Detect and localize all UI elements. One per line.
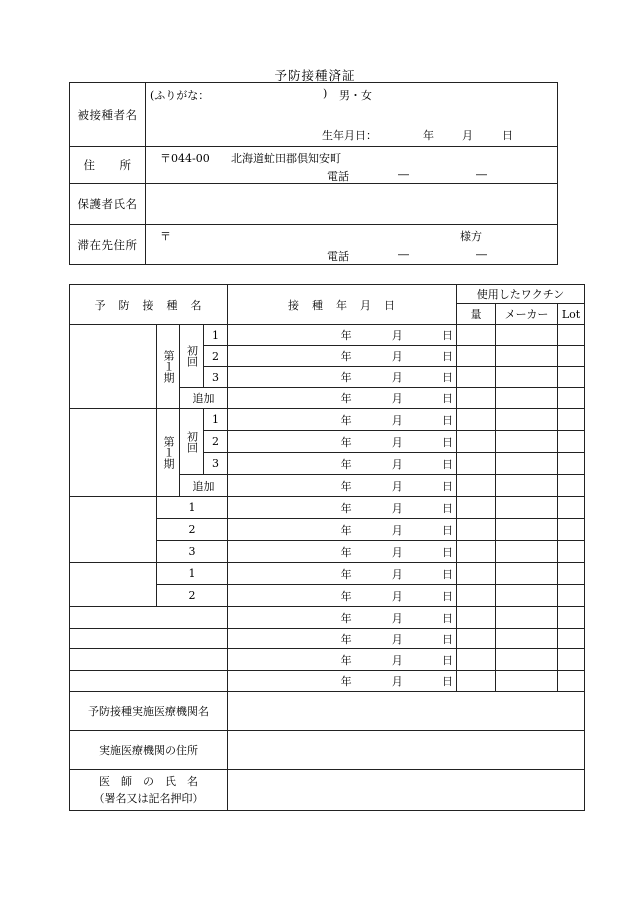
vaccine-name-cell[interactable] [70, 497, 157, 563]
vaccine-name-cell[interactable] [70, 607, 228, 629]
lot-cell[interactable] [558, 497, 585, 519]
date-cell[interactable] [228, 431, 457, 453]
month-unit: 月 [391, 501, 403, 515]
amount-cell[interactable] [457, 585, 496, 607]
amount-cell[interactable] [457, 649, 496, 671]
date-cell[interactable] [228, 585, 457, 607]
doctor-label: 医 師 の 氏 名 [99, 775, 198, 788]
day-unit: 日 [442, 567, 453, 581]
lot-cell[interactable] [558, 453, 585, 475]
date-cell[interactable] [228, 346, 457, 367]
month-unit: 月 [391, 653, 403, 667]
booster-label: 追加 [180, 475, 228, 497]
address-label: 住 所 [70, 147, 146, 184]
year-unit: 年 [340, 545, 352, 559]
maker-cell[interactable] [496, 475, 558, 497]
birth-year-unit: 年 [423, 129, 434, 142]
year-unit: 年 [340, 523, 352, 537]
year-unit: 年 [340, 501, 352, 515]
day-unit: 日 [442, 435, 453, 449]
postal-code: 〒044-00 [160, 152, 210, 165]
day-unit: 日 [442, 371, 453, 384]
maker-cell[interactable] [496, 497, 558, 519]
month-unit: 月 [391, 350, 403, 363]
day-unit: 日 [442, 329, 453, 342]
maker-cell[interactable] [496, 346, 558, 367]
table-row [70, 607, 585, 629]
header-row [70, 285, 585, 304]
dose-number: 2 [157, 585, 228, 607]
guardian-label: 保護者氏名 [70, 184, 146, 225]
recipient-label: 被接種者名 [70, 83, 146, 147]
maker-cell[interactable] [496, 541, 558, 563]
amount-cell[interactable] [457, 409, 496, 431]
stay-phone-dash-1: ― [398, 248, 409, 261]
month-unit: 月 [391, 675, 403, 688]
year-unit: 年 [340, 675, 352, 688]
date-units [228, 500, 456, 516]
table-row [70, 629, 585, 649]
maker-cell[interactable] [496, 453, 558, 475]
maker-cell[interactable] [496, 629, 558, 649]
day-unit: 日 [442, 675, 453, 688]
lot-cell[interactable] [558, 409, 585, 431]
month-unit: 月 [391, 545, 403, 559]
month-unit: 月 [391, 611, 403, 625]
date-units [228, 544, 456, 560]
day-unit: 日 [442, 523, 453, 537]
vaccine-name-cell[interactable] [70, 325, 157, 409]
vaccination-table [69, 284, 585, 811]
date-cell[interactable] [228, 649, 457, 671]
date-cell[interactable] [228, 607, 457, 629]
month-unit: 月 [391, 435, 403, 449]
facility-row [70, 692, 585, 731]
month-unit: 月 [391, 413, 403, 427]
lot-cell[interactable] [558, 649, 585, 671]
amount-cell[interactable] [457, 497, 496, 519]
guardian-cell[interactable] [146, 184, 558, 225]
month-unit: 月 [391, 632, 403, 646]
date-units [228, 478, 456, 494]
maker-cell[interactable] [496, 563, 558, 585]
furigana-open: (ふりがな： [150, 89, 210, 102]
amount-cell[interactable] [457, 541, 496, 563]
furigana-close: ) [323, 87, 328, 100]
amount-cell[interactable] [457, 388, 496, 409]
page-title: 予防接種済証 [274, 68, 356, 83]
table-row [70, 649, 585, 671]
month-unit: 月 [391, 457, 403, 471]
dose-number: 3 [204, 453, 228, 475]
vaccine-name-cell[interactable] [70, 649, 228, 671]
lot-cell[interactable] [558, 325, 585, 346]
vaccine-name-cell[interactable] [70, 409, 157, 497]
sex-choice[interactable]: 男・女 [339, 89, 372, 102]
day-unit: 日 [442, 589, 453, 603]
maker-cell[interactable] [496, 431, 558, 453]
date-units [228, 348, 456, 364]
doctor-label-cell [70, 770, 228, 811]
date-cell[interactable] [228, 409, 457, 431]
maker-cell[interactable] [496, 585, 558, 607]
year-unit: 年 [340, 479, 352, 493]
year-unit: 年 [340, 392, 352, 405]
dose-number: 2 [204, 431, 228, 453]
lot-cell[interactable] [558, 563, 585, 585]
date-units [228, 522, 456, 538]
doctor-row [70, 770, 585, 811]
date-cell[interactable] [228, 475, 457, 497]
day-unit: 日 [442, 632, 453, 646]
year-unit: 年 [340, 350, 352, 363]
stay-address-cell[interactable] [146, 225, 558, 265]
amount-cell[interactable] [457, 453, 496, 475]
address-cell[interactable] [146, 147, 558, 184]
initial-label: 初回 [180, 325, 204, 388]
stay-phone-label: 電話 [327, 250, 349, 263]
birth-month-unit: 月 [462, 129, 473, 142]
lot-cell[interactable] [558, 346, 585, 367]
dose-number: 2 [204, 346, 228, 367]
date-units [228, 390, 456, 406]
month-unit: 月 [391, 523, 403, 537]
year-unit: 年 [340, 632, 352, 646]
vaccine-name-cell[interactable] [70, 671, 228, 692]
date-cell[interactable] [228, 671, 457, 692]
table-row [70, 409, 585, 431]
year-unit: 年 [340, 567, 352, 581]
date-units [228, 327, 456, 343]
facility-label: 予防接種実施医療機関名 [70, 692, 228, 731]
date-units [228, 652, 456, 668]
facility-cell[interactable] [228, 692, 585, 731]
maker-cell[interactable] [496, 367, 558, 388]
date-units [228, 566, 456, 582]
year-unit: 年 [340, 611, 352, 625]
amount-cell[interactable] [457, 346, 496, 367]
col-date: 接 種 年 月 日 [228, 285, 457, 325]
birthdate-label: 生年月日： [322, 129, 377, 142]
lot-cell[interactable] [558, 629, 585, 649]
col-vaccine-name: 予 防 接 種 名 [70, 285, 228, 325]
day-unit: 日 [442, 392, 453, 405]
date-cell[interactable] [228, 453, 457, 475]
lot-cell[interactable] [558, 367, 585, 388]
vaccine-name-cell[interactable] [70, 563, 157, 607]
recipient-cell[interactable] [146, 83, 558, 147]
initial-label: 初回 [180, 409, 204, 475]
date-cell[interactable] [228, 541, 457, 563]
day-unit: 日 [442, 479, 453, 493]
maker-cell[interactable] [496, 607, 558, 629]
dose-number: 1 [157, 497, 228, 519]
table-row [70, 563, 585, 585]
year-unit: 年 [340, 457, 352, 471]
lot-cell[interactable] [558, 431, 585, 453]
date-cell[interactable] [228, 563, 457, 585]
phase-label: 第１期 [157, 409, 180, 497]
lot-cell[interactable] [558, 671, 585, 692]
facility-address-cell[interactable] [228, 731, 585, 770]
day-unit: 日 [442, 350, 453, 363]
day-unit: 日 [442, 653, 453, 667]
dose-number: 3 [204, 367, 228, 388]
dose-number: 1 [204, 409, 228, 431]
phase-label: 第１期 [157, 325, 180, 409]
vaccine-name-cell[interactable] [70, 629, 228, 649]
col-maker: メーカー [496, 304, 558, 325]
month-unit: 月 [391, 479, 403, 493]
date-cell[interactable] [228, 519, 457, 541]
month-unit: 月 [391, 589, 403, 603]
date-units [228, 369, 456, 385]
date-units [228, 610, 456, 626]
dose-number: 1 [204, 325, 228, 346]
lot-cell[interactable] [558, 541, 585, 563]
amount-cell[interactable] [457, 629, 496, 649]
day-unit: 日 [442, 457, 453, 471]
date-cell[interactable] [228, 497, 457, 519]
year-unit: 年 [340, 589, 352, 603]
address-text: 北海道虻田郡倶知安町 [231, 152, 341, 165]
col-lot: Lot [558, 304, 585, 325]
doctor-note: （署名又は記名押印） [93, 792, 204, 805]
amount-cell[interactable] [457, 475, 496, 497]
phone-label: 電話 [327, 170, 349, 183]
year-unit: 年 [340, 413, 352, 427]
dose-number: 2 [157, 519, 228, 541]
day-unit: 日 [442, 545, 453, 559]
date-units [228, 588, 456, 604]
month-unit: 月 [391, 329, 403, 342]
month-unit: 月 [391, 567, 403, 581]
date-units [228, 412, 456, 428]
stay-postal-mark: 〒 [160, 230, 171, 243]
dose-number: 1 [157, 563, 228, 585]
maker-cell[interactable] [496, 388, 558, 409]
amount-cell[interactable] [457, 607, 496, 629]
date-units [228, 456, 456, 472]
col-vaccine-used: 使用したワクチン [457, 285, 585, 304]
lot-cell[interactable] [558, 519, 585, 541]
date-cell[interactable] [228, 388, 457, 409]
day-unit: 日 [442, 611, 453, 625]
amount-cell[interactable] [457, 431, 496, 453]
table-row [70, 497, 585, 519]
lot-cell[interactable] [558, 388, 585, 409]
birth-day-unit: 日 [502, 129, 513, 142]
sama-label: 様方 [460, 230, 482, 243]
date-units [228, 631, 456, 647]
date-cell[interactable] [228, 367, 457, 388]
maker-cell[interactable] [496, 519, 558, 541]
date-units [228, 673, 456, 689]
phone-dash-2: ― [476, 168, 487, 181]
date-units [228, 434, 456, 450]
facility-address-label: 実施医療機関の住所 [70, 731, 228, 770]
doctor-cell[interactable] [228, 770, 585, 811]
date-cell[interactable] [228, 629, 457, 649]
day-unit: 日 [442, 413, 453, 427]
phone-dash-1: ― [398, 168, 409, 181]
dose-number: 3 [157, 541, 228, 563]
col-amount: 量 [457, 304, 496, 325]
maker-cell[interactable] [496, 649, 558, 671]
stay-address-label: 滞在先住所 [70, 225, 146, 265]
amount-cell[interactable] [457, 519, 496, 541]
amount-cell[interactable] [457, 367, 496, 388]
booster-label: 追加 [180, 388, 228, 409]
maker-cell[interactable] [496, 671, 558, 692]
table-row [70, 325, 585, 346]
lot-cell[interactable] [558, 607, 585, 629]
date-cell[interactable] [228, 325, 457, 346]
lot-cell[interactable] [558, 585, 585, 607]
year-unit: 年 [340, 329, 352, 342]
amount-cell[interactable] [457, 563, 496, 585]
stay-phone-dash-2: ― [476, 248, 487, 261]
maker-cell[interactable] [496, 325, 558, 346]
month-unit: 月 [391, 371, 403, 384]
amount-cell[interactable] [457, 325, 496, 346]
day-unit: 日 [442, 501, 453, 515]
recipient-info-table [69, 82, 558, 265]
year-unit: 年 [340, 435, 352, 449]
facility-address-row [70, 731, 585, 770]
lot-cell[interactable] [558, 475, 585, 497]
month-unit: 月 [391, 392, 403, 405]
maker-cell[interactable] [496, 409, 558, 431]
year-unit: 年 [340, 653, 352, 667]
amount-cell[interactable] [457, 671, 496, 692]
table-row [70, 671, 585, 692]
year-unit: 年 [340, 371, 352, 384]
